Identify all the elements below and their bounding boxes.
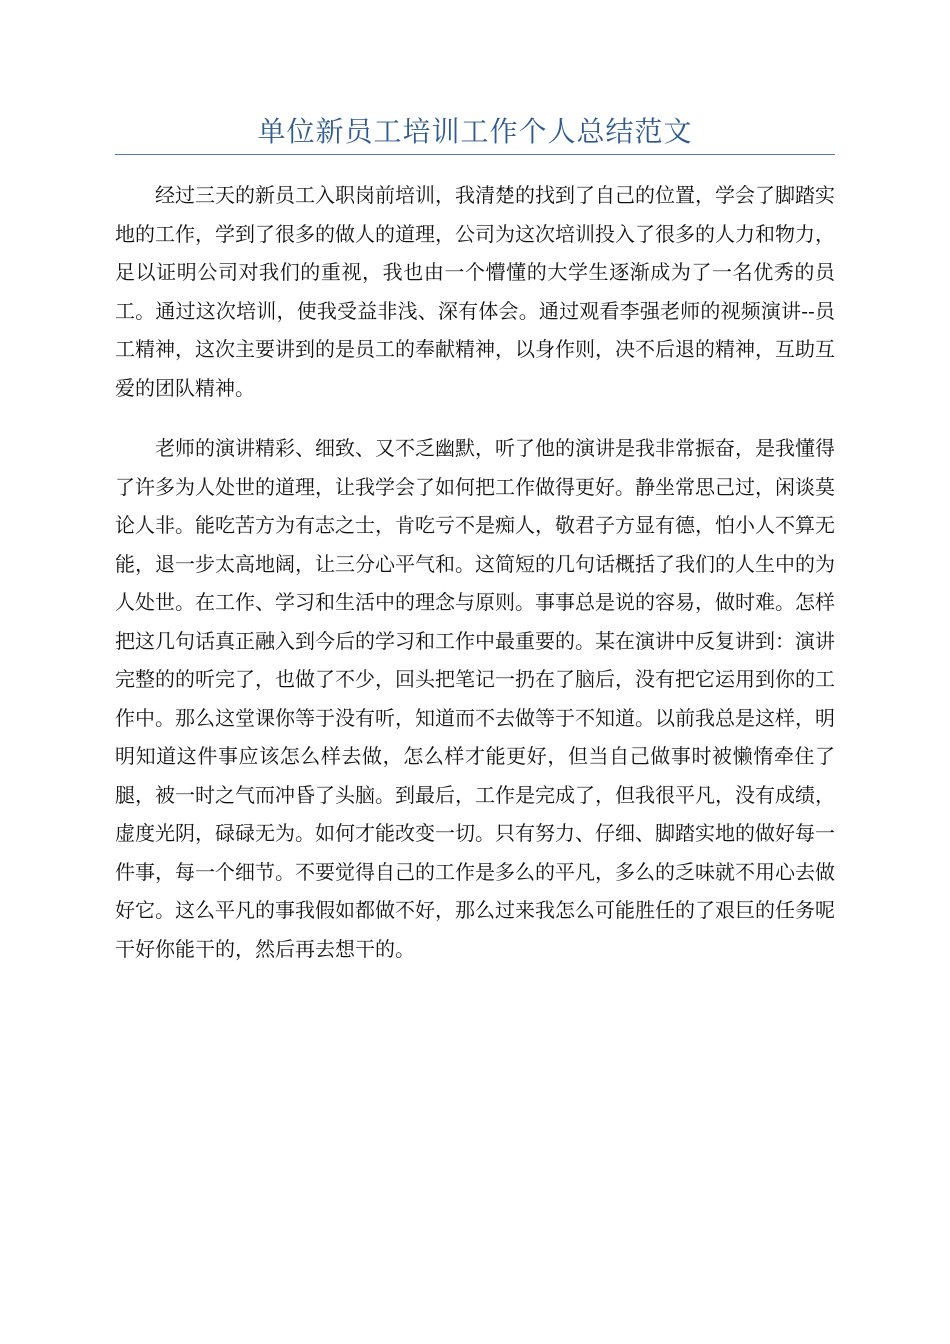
paragraph-2: 老师的演讲精彩、细致、又不乏幽默，听了他的演讲是我非常振奋，是我懂得了许多为人处世的道理，让我学会了如何把工作做得更好。静坐常思己过，闲谈莫论人非。能吃苦方为有志之士，肯吃亏不是痴人，敬君子方显有德，怕小人不算无能，退一步太高地阔，让三分心平气和。这简短的几句话概括了我们的人生中的为人处世。在工作、学习和生活中的理念与原则。事事总是说的容易，做时难。怎样把这几句话真正融入到今后的学习和工作中最重要的。某在演讲中反复讲到：演讲完整的的听完了，也做了不少，回头把笔记一扔在了脑后，没有把它运用到你的工作中。那么这堂课你等于没有听，知道而不去做等于不知道。以前我总是这样，明明知道这件事应该怎么样去做，怎么样才能更好，但当自己做事时被懒惰牵住了腿，被一时之气而冲昏了头脑。到最后，工作是完成了，但我很平凡，没有成绩，虚度光阴，碌碌无为。如何才能改变一切。只有努力、仔细、脚踏实地的做好每一件事，每一个细节。不要觉得自己的工作是多么的平凡，多么的乏味就不用心去做好它。这么平凡的事我假如都做不好，那么过来我怎么可能胜任的了艰巨的任务呢干好你能干的，然后再去想干的。 (115, 436, 835, 961)
title-underline (115, 154, 835, 155)
paragraph-1: 经过三天的新员工入职岗前培训，我清楚的找到了自己的位置，学会了脚踏实地的工作，学到了很多的做人的道理，公司为这次培训投入了很多的人力和物力，足以证明公司对我们的重视，我也由一个懵懂的大学生逐渐成为了一名优秀的员工。通过这次培训，使我受益非浅、深有体会。通过观看李强老师的视频演讲--员工精神，这次主要讲到的是员工的奉献精神，以身作则，决不后退的精神，互助互爱的团队精神。 (115, 183, 835, 400)
document-title: 单位新员工培训工作个人总结范文 (257, 115, 693, 148)
document-body (115, 176, 835, 990)
